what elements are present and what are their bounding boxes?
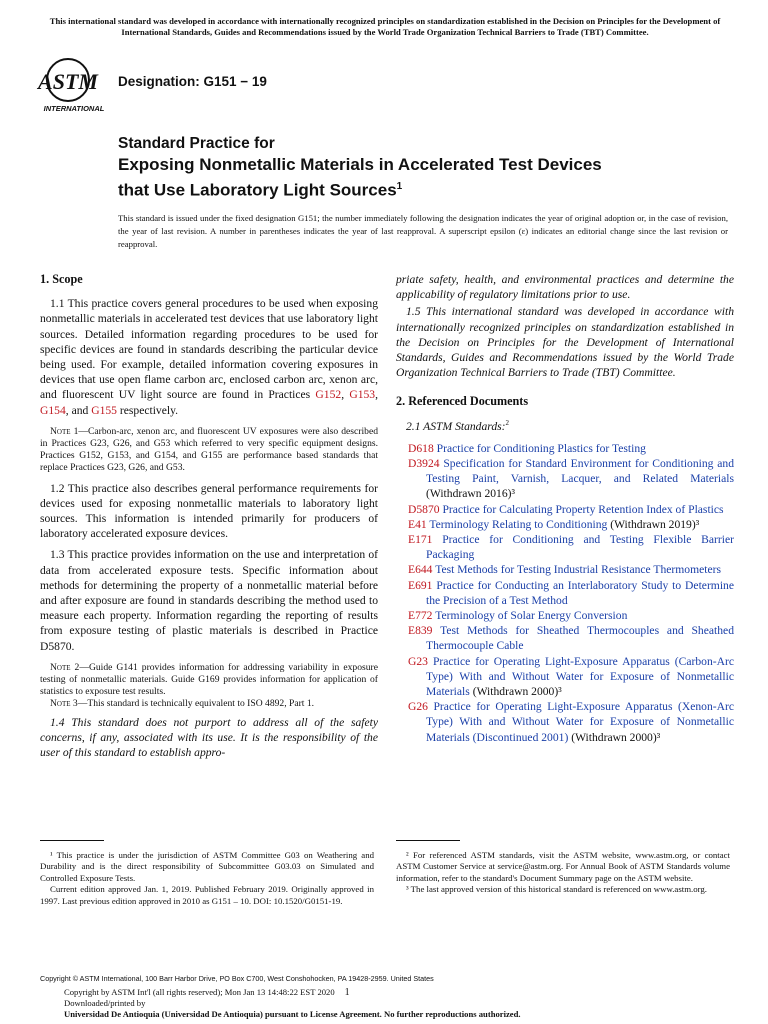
footnotes-right xyxy=(396,850,730,896)
ref-item-e171[interactable]: E171 Practice for Conditioning and Testing Flexible Barrier Packaging xyxy=(408,532,734,562)
note-2: Note 2—Guide G141 provides information for addressing variability in exposure testing of nonmetallic materials. Guide G169 provides information for application of statistics to exposure test results. xyxy=(40,661,378,698)
para-1-3: 1.3 This practice provides information on the use and interpretation of data from accelerated exposure tests. Specific information about methods for determining the property of a nonmetallic material before and after exposure are found in standards describing the method used to measure each property. Information regarding the reporting of results from exposure testing of plastic materials is described in Practice D5870. xyxy=(40,548,378,653)
para-1-2: 1.2 This practice also describes general performance requirements for devices used for exposing nonmetallic materials to laboratory light sources. This information is intended primarily for producers of laboratory accelerated exposure devices. xyxy=(40,481,378,541)
license-block xyxy=(64,987,744,1020)
footnote-rule-left xyxy=(40,840,104,841)
right-column xyxy=(396,272,734,745)
ref-link-g154[interactable]: G154 xyxy=(40,403,66,417)
ref-item-d3924[interactable]: D3924 Specification for Standard Environment for Conditioning and Testing Paint, Varnish, Lacquer, and Related Materials (Withdrawn 2016)³ xyxy=(408,456,734,501)
logo-caption: INTERNATIONAL xyxy=(43,104,105,113)
ref-item-g26[interactable]: G26 Practice for Operating Light-Exposure Apparatus (Xenon-Arc Type) With and Without Water for Exposure of Nonmetallic Materials (Discontinued 2001) (Withdrawn 2000)³ xyxy=(408,700,734,744)
para-1-4-cont: priate safety, health, and environmental practices and determine the applicability of regulatory limitations prior to use. xyxy=(396,273,734,302)
license-line-1: Copyright by ASTM Int'l (all rights reserved); Mon Jan 13 14:48:22 EST 2020 xyxy=(64,987,335,997)
title-footnote-mark: 1 xyxy=(396,181,403,192)
title-line-2: Exposing Nonmetallic Materials in Accelerated Test Devices xyxy=(118,155,602,174)
para-1-4: 1.4 This standard does not purport to address all of the safety concerns, if any, associated with its use. It is the responsibility of the user of this standard to establish appro- xyxy=(40,715,378,760)
para-1-5: 1.5 This international standard was developed in accordance with internationally recognized principles on standardization established in the Decision on Principles for the Development of International Standards, Guides and Recommendations issued by the World Trade Organization Technical Barriers to Trade (TBT) Committee. xyxy=(396,305,734,380)
ref-link-g152[interactable]: G152 xyxy=(315,388,342,402)
refdocs-heading: 2. Referenced Documents xyxy=(396,394,529,409)
footnote-2: ² For referenced ASTM standards, visit the ASTM website, www.astm.org, or contact ASTM Customer Service at service@astm.org. For Annual Book of ASTM Standards volume information, refer to the standard's Document Summary page on the ASTM website. xyxy=(396,850,730,883)
ref-item-e839[interactable]: E839 Test Methods for Sheathed Thermocouples and Sheathed Thermocouple Cable xyxy=(408,624,734,653)
ref-item-e772[interactable]: E772 Terminology of Solar Energy Conversion xyxy=(408,608,628,622)
left-column xyxy=(40,272,378,760)
astm-logo xyxy=(34,56,114,116)
footnote-3: ³ The last approved version of this historical standard is referenced on www.astm.org. xyxy=(406,884,708,895)
logo-letters: ASTM xyxy=(38,69,98,94)
title-line-1: Standard Practice for xyxy=(118,135,275,152)
title-line-3: that Use Laboratory Light Sources xyxy=(118,180,397,200)
note-1: Note 1—Carbon-arc, xenon arc, and fluorescent UV exposures were also described in Practices G23, G26, and G53 which referred to very specific equipment designs. Practices G152, G153, and G154, and G155 are performance based standards that replace Practices G23, G26, and G53. xyxy=(40,425,379,474)
ref-link-g155[interactable]: G155 xyxy=(91,403,117,417)
top-notice: This international standard was developed in accordance with internationally recognized principles on standardization established in the Decision on Principles for the Development of International Standards, Guides and Recommendations issued by the World Trade Organization Technical Barriers to Trade (TBT) Committee. xyxy=(49,16,721,37)
ref-item-d618[interactable]: D618 Practice for Conditioning Plastics for Testing xyxy=(408,441,646,455)
scope-heading: 1. Scope xyxy=(40,272,83,286)
title-block xyxy=(118,134,718,202)
footnotes-left xyxy=(40,850,374,907)
copyright-line: Copyright © ASTM International, 100 Barr Harbor Drive, PO Box C700, West Conshohocken, PA 19428-2959. United States xyxy=(40,974,434,983)
license-line-2: Downloaded/printed by xyxy=(64,998,146,1008)
reference-list xyxy=(396,441,734,745)
designation: Designation: G151 − 19 xyxy=(118,74,267,89)
ref-item-g23[interactable]: G23 Practice for Operating Light-Exposure Apparatus (Carbon-Arc Type) With and Without Water for Exposure of Nonmetallic Materials (Withdrawn 2000)³ xyxy=(408,654,734,698)
license-line-3: Universidad De Antioquia (Universidad De Antioquia) pursuant to License Agreement. No further reproductions authorized. xyxy=(64,1009,521,1019)
astm-standards-label: 2.1 ASTM Standards:$^2$ xyxy=(406,418,510,433)
footnote-1: ¹ This practice is under the jurisdiction of ASTM Committee G03 on Weathering and Durability and is the direct responsibility of Subcommittee G03.03 on Simulated and Controlled Exposure Tests. xyxy=(40,850,374,883)
para-1-1: 1.1 This practice covers general procedures to be used when exposing nonmetallic materials in accelerated test devices that use laboratory light sources. Detailed information regarding procedures to be used for specific devices are found in standards describing the particular device being used. For example, detailed information covering exposures in devices that use open flame carbon arc, enclosed carbon arc, xenon arc, and fluorescent UV light source are found in Practices G152, G153, G154, and G155 respectively. xyxy=(40,297,378,417)
note-3: Note 3—This standard is technically equivalent to ISO 4892, Part 1. xyxy=(50,698,315,710)
ref-item-e691[interactable]: E691 Practice for Conducting an Interlaboratory Study to Determine the Precision of a Test Method xyxy=(408,578,734,607)
footnote-1-edition: Current edition approved Jan. 1, 2019. Published February 2019. Originally approved in 1997. Last previous edition approved in 2010 as G151 – 10. DOI: 10.1520/G0151-19. xyxy=(40,884,374,906)
ref-link-g153[interactable]: G153 xyxy=(349,388,376,402)
issue-note: This standard is issued under the fixed designation G151; the number immediately following the designation indicates the year of original adoption or, in the case of revision, the year of last revision. A number in parentheses indicates the year of last reapproval. A superscript epsilon (ε) indicates an editorial change since the last revision or reapproval. xyxy=(118,213,728,250)
ref-item-e41[interactable]: E41 Terminology Relating to Conditioning (Withdrawn 2019)³ xyxy=(408,517,700,531)
ref-item-d5870[interactable]: D5870 Practice for Calculating Property Retention Index of Plastics xyxy=(408,502,724,516)
ref-item-e644[interactable]: E644 Test Methods for Testing Industrial Resistance Thermometers xyxy=(408,563,721,577)
footnote-rule-right xyxy=(396,840,460,841)
page-number: 1 xyxy=(344,987,350,998)
